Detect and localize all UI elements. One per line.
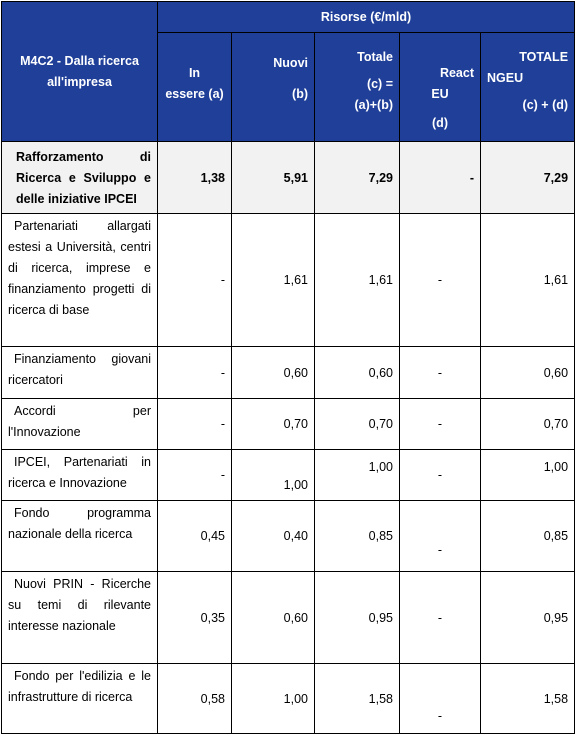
cell-tot: 0,70 (481, 399, 575, 450)
row-label: Finanziamento giovani ricercatori (2, 347, 158, 399)
cell-a: - (158, 450, 232, 501)
cell-tot: 1,61 (481, 214, 575, 347)
col-header-line: (d) (432, 116, 448, 130)
cell-d: - (400, 347, 481, 399)
cell-b: 1,00 (232, 664, 315, 734)
cell-a: - (158, 347, 232, 399)
row-label: Partenariati allargati estesi a Università, centri di ricerca, imprese e finanziamento progetti di ricerca di base (2, 214, 158, 347)
cell-a: - (158, 214, 232, 347)
row-label: Fondo programma nazionale della ricerca (2, 501, 158, 572)
table-row (2, 214, 575, 347)
col-header-line: essere (a) (165, 87, 224, 101)
cell-c: 1,61 (315, 214, 400, 347)
cell-c: 1,00 (315, 450, 400, 501)
col-header-line: React (439, 66, 474, 80)
table-row (2, 399, 575, 450)
cell-a: - (158, 399, 232, 450)
col-header-line: EU (431, 87, 449, 101)
group-title-text: Risorse (€/mld) (320, 10, 412, 24)
table-row (2, 664, 575, 734)
col-header-line: TOTALE (519, 50, 569, 64)
row-label: Fondo per l'edilizia e le infrastrutture di ricerca (2, 664, 158, 734)
row-title-text: M4C2 - Dalla ricerca all'impresa (20, 53, 139, 89)
col-header-line: NGEU (487, 71, 524, 85)
row-label: Rafforzamento di Ricerca e Sviluppo e delle iniziative IPCEI (2, 142, 158, 214)
table-row (2, 347, 575, 399)
cell-d: - (400, 664, 481, 734)
col-header-line: (a)+(b) (354, 98, 393, 112)
row-label: IPCEI, Partenariati in ricerca e Innovazione (2, 450, 158, 501)
cell-b: 0,40 (232, 501, 315, 572)
col-header-line: (c) = (366, 77, 393, 91)
col-header-nuovi (232, 33, 315, 142)
cell-b: 0,70 (232, 399, 315, 450)
row-label: Accordi per l'Innovazione (2, 399, 158, 450)
cell-tot: 1,00 (481, 450, 575, 501)
table-row (2, 450, 575, 501)
cell-a: 0,58 (158, 664, 232, 734)
cell-d: - (400, 572, 481, 664)
cell-a: 0,35 (158, 572, 232, 664)
col-header-line: In (188, 66, 201, 80)
table-row (2, 501, 575, 572)
cell-b: 0,60 (232, 572, 315, 664)
cell-a: 1,38 (158, 142, 232, 214)
cell-tot: 0,85 (481, 501, 575, 572)
cell-tot: 1,58 (481, 664, 575, 734)
cell-d: - (400, 501, 481, 572)
row-title-header (2, 2, 158, 142)
cell-b: 1,00 (232, 450, 315, 501)
cell-d: - (400, 450, 481, 501)
table-row (2, 142, 575, 214)
cell-d: - (400, 399, 481, 450)
cell-c: 0,85 (315, 501, 400, 572)
col-header-totale (315, 33, 400, 142)
resources-table (1, 1, 575, 734)
cell-c: 0,60 (315, 347, 400, 399)
table-row (2, 572, 575, 664)
col-header-line: (c) + (d) (522, 98, 569, 112)
cell-tot: 0,95 (481, 572, 575, 664)
cell-tot: 7,29 (481, 142, 575, 214)
cell-c: 7,29 (315, 142, 400, 214)
col-header-line: Totale (357, 50, 393, 64)
col-header-line: (b) (292, 87, 308, 101)
col-header-line: Nuovi (273, 56, 308, 70)
cell-c: 0,70 (315, 399, 400, 450)
cell-tot: 0,60 (481, 347, 575, 399)
col-header-react-eu (400, 33, 481, 142)
cell-b: 0,60 (232, 347, 315, 399)
cell-c: 1,58 (315, 664, 400, 734)
cell-d: - (400, 214, 481, 347)
cell-b: 5,91 (232, 142, 315, 214)
cell-d: - (400, 142, 481, 214)
cell-a: 0,45 (158, 501, 232, 572)
cell-c: 0,95 (315, 572, 400, 664)
col-header-in-essere (158, 33, 232, 142)
col-header-totale-ngeu (481, 33, 575, 142)
cell-b: 1,61 (232, 214, 315, 347)
row-label: Nuovi PRIN - Ricerche su temi di rilevante interesse nazionale (2, 572, 158, 664)
group-title-header (158, 2, 575, 33)
